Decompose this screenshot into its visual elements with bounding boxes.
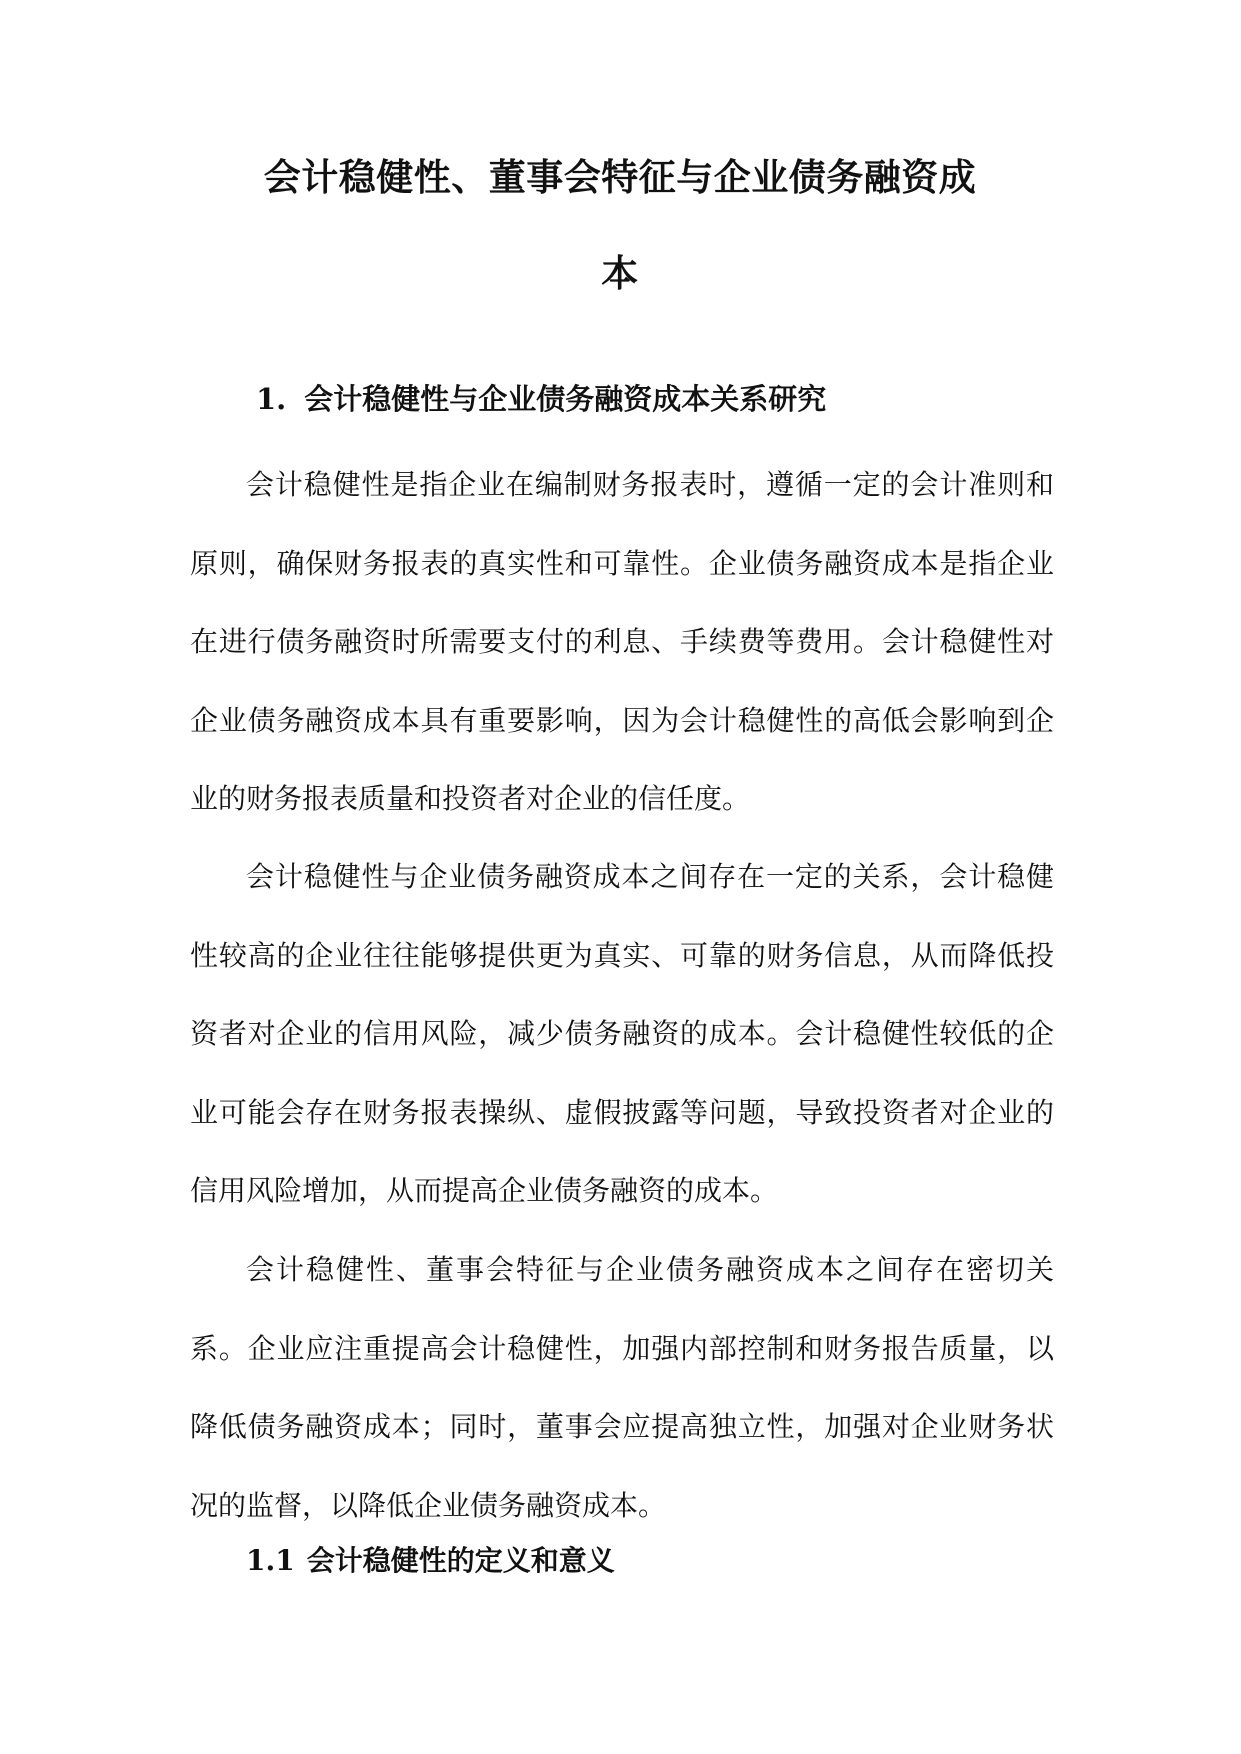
section-1-heading: [256, 378, 826, 420]
paragraph-3: 会计稳健性、董事会特征与企业债务融资成本之间存在密切关系。企业应注重提高会计稳健性，加强内部控制和财务报告质量，以降低债务融资成本；同时，董事会应提高独立性，加强对企业财务状况的监督，以降低企业债务融资成本。: [190, 1253, 1054, 1522]
section-1-1-title: 会计稳健性的定义和意义: [306, 1544, 615, 1577]
paragraph-2: 会计稳健性与企业债务融资成本之间存在一定的关系，会计稳健性较高的企业往往能够提供更为真实、可靠的财务信息，从而降低投资者对企业的信用风险，减少债务融资的成本。会计稳健性较低的企业可能会存在财务报表操纵、虚假披露等问题，导致投资者对企业的信用风险增加，从而提高企业债务融资的成本。: [190, 860, 1054, 1207]
section-1-1-number: 1.1: [246, 1544, 295, 1577]
paragraph-1: 会计稳健性是指企业在编制财务报表时，遵循一定的会计准则和原则，确保财务报表的真实性和可靠性。企业债务融资成本是指企业在进行债务融资时所需要支付的利息、手续费等费用。会计稳健性对企业债务融资成本具有重要影响，因为会计稳健性的高低会影响到企业的财务报表质量和投资者对企业的信任度。: [190, 468, 1054, 815]
section-1-1-heading: [246, 1540, 615, 1582]
section-1-title: 会计稳健性与企业债务融资成本关系研究: [304, 382, 827, 416]
document-title-line-1: 会计稳健性、董事会特征与企业债务融资成: [263, 155, 977, 199]
section-1-number: 1.: [256, 382, 287, 416]
document-title-line-2: 本: [601, 251, 639, 295]
